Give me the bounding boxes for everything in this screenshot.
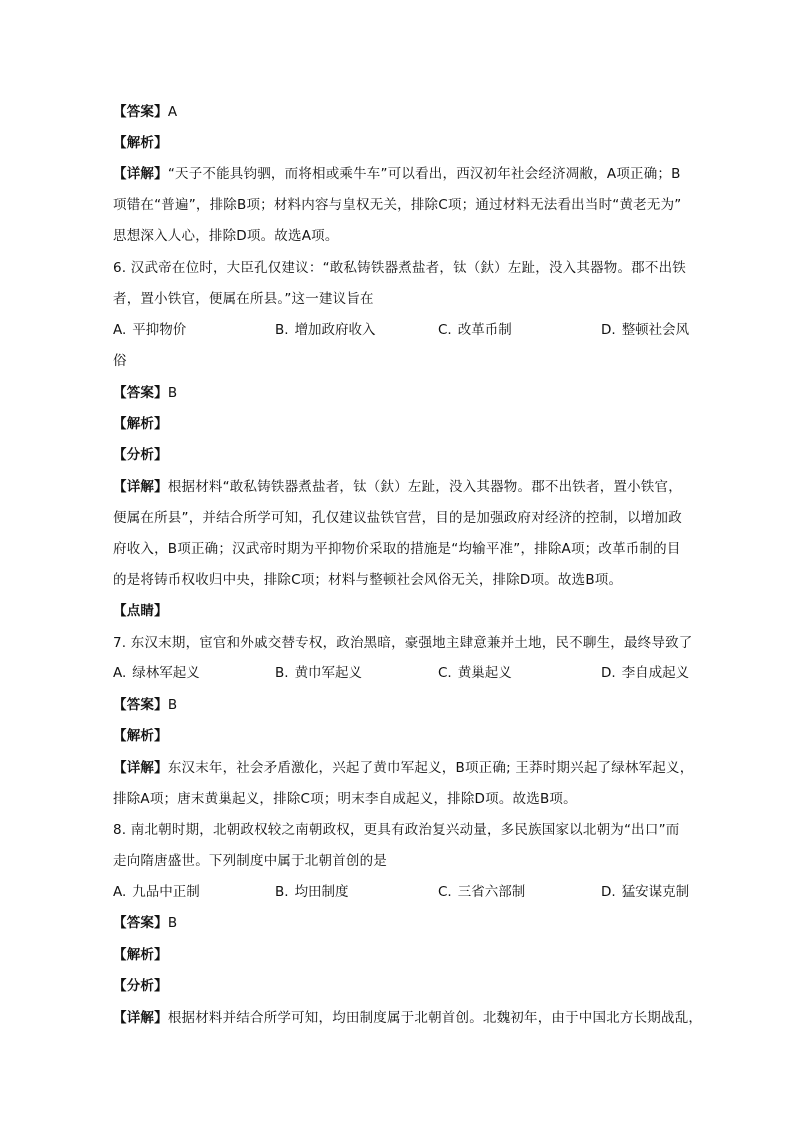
q5-analysis-label: 【解析】 — [113, 135, 168, 151]
q6-option-a: A. 平抑物价 — [113, 322, 187, 338]
q8-option-a: A. 九品中正制 — [113, 884, 200, 900]
answer-label: 【答案】 — [113, 915, 168, 931]
q6-detail-line-4: 的是将铸币权收归中央，排除C项；材料与整顿社会风俗无关，排除D项。故选B项。 — [113, 572, 623, 588]
detail-label: 【详解】 — [113, 760, 168, 776]
detail-text: 根据材料“敢私铸铁器煮盐者，钛（釱）左趾，没入其器物。郡不出铁者，置小铁官， — [167, 479, 682, 495]
q8-analysis-label: 【解析】 — [113, 947, 168, 963]
answer-label: 【答案】 — [113, 104, 168, 120]
q6-detail-line-1 — [113, 478, 703, 496]
q8-option-b: B. 均田制度 — [275, 884, 349, 900]
q6-option-c: C. 改革币制 — [438, 322, 512, 338]
q6-option-b: B. 增加政府收入 — [275, 322, 376, 338]
q7-options — [113, 664, 713, 682]
q6-option-wrap: 俗 — [113, 353, 127, 369]
q6-dianjing-label: 【点睛】 — [113, 603, 168, 619]
q8-options — [113, 883, 713, 901]
q6-detail-line-3: 府收入，B项正确；汉武帝时期为平抑物价采取的措施是“均输平准”，排除A项；改革币制的目 — [113, 541, 681, 557]
q8-stem-line-2: 走向隋唐盛世。下列制度中属于北朝首创的是 — [113, 853, 387, 869]
detail-text: 东汉末年，社会矛盾激化，兴起了黄巾军起义，B项正确; 王莽时期兴起了绿林军起义， — [167, 760, 694, 776]
q6-options — [113, 321, 713, 339]
detail-label: 【详解】 — [113, 1010, 168, 1026]
q7-detail-line-2: 排除A项；唐末黄巢起义，排除C项；明末李自成起义，排除D项。故选B项。 — [113, 791, 577, 807]
q5-detail-line-2: 项错在“普遍”，排除B项；材料内容与皇权无关，排除C项；通过材料无法看出当时“黄老无为” — [113, 197, 682, 213]
q8-option-c: C. 三省六部制 — [438, 884, 526, 900]
answer-value: B — [167, 385, 178, 401]
q8-stem-line-1: 8. 南北朝时期，北朝政权较之南朝政权，更具有政治复兴动量，多民族国家以北朝为“出口”而 — [113, 822, 680, 838]
q8-answer — [113, 914, 703, 932]
detail-label: 【详解】 — [113, 166, 168, 182]
q8-option-d: D. 猛安谋克制 — [601, 884, 690, 900]
answer-value: B — [167, 915, 178, 931]
q5-answer — [113, 103, 703, 121]
q7-option-a: A. 绿林军起义 — [113, 665, 200, 681]
answer-label: 【答案】 — [113, 697, 168, 713]
q5-detail-line-3: 思想深入人心，排除D项。故选A项。 — [113, 228, 339, 244]
answer-label: 【答案】 — [113, 385, 168, 401]
q7-option-b: B. 黄巾军起义 — [275, 665, 363, 681]
q7-stem: 7. 东汉末期，宦官和外戚交替专权，政治黑暗，豪强地主肆意兼并土地，民不聊生，最终导致了 — [113, 635, 693, 651]
q7-answer — [113, 696, 703, 714]
q7-option-d: D. 李自成起义 — [601, 665, 690, 681]
q6-option-d: D. 整顿社会风 — [601, 322, 690, 338]
q7-option-c: C. 黄巢起义 — [438, 665, 512, 681]
q6-answer — [113, 384, 703, 402]
q8-fenxi-label: 【分析】 — [113, 978, 168, 994]
q7-analysis-label: 【解析】 — [113, 728, 168, 744]
answer-value: A — [167, 104, 178, 120]
detail-text: “天子不能具钧驷，而将相或乘牛车”可以看出，西汉初年社会经济凋敝，A项正确；B — [167, 166, 681, 182]
q6-fenxi-label: 【分析】 — [113, 447, 168, 463]
q6-stem-line-1: 6. 汉武帝在位时，大臣孔仅建议：“敢私铸铁器煮盐者，钛（釱）左趾，没入其器物。郡不出铁 — [113, 260, 686, 276]
q6-analysis-label: 【解析】 — [113, 416, 168, 432]
q7-detail-line-1 — [113, 759, 703, 777]
q8-detail-line-1 — [113, 1009, 703, 1027]
q6-detail-line-2: 便属在所县”，并结合所学可知，孔仅建议盐铁官营，目的是加强政府对经济的控制，以增加政 — [113, 510, 682, 526]
detail-text: 根据材料并结合所学可知，均田制度属于北朝首创。北魏初年，由于中国北方长期战乱， — [167, 1010, 703, 1026]
detail-label: 【详解】 — [113, 479, 168, 495]
q6-stem-line-2: 者，置小铁官，便属在所县。”这一建议旨在 — [113, 291, 374, 307]
answer-value: B — [167, 697, 178, 713]
q5-detail-line-1 — [113, 165, 703, 183]
